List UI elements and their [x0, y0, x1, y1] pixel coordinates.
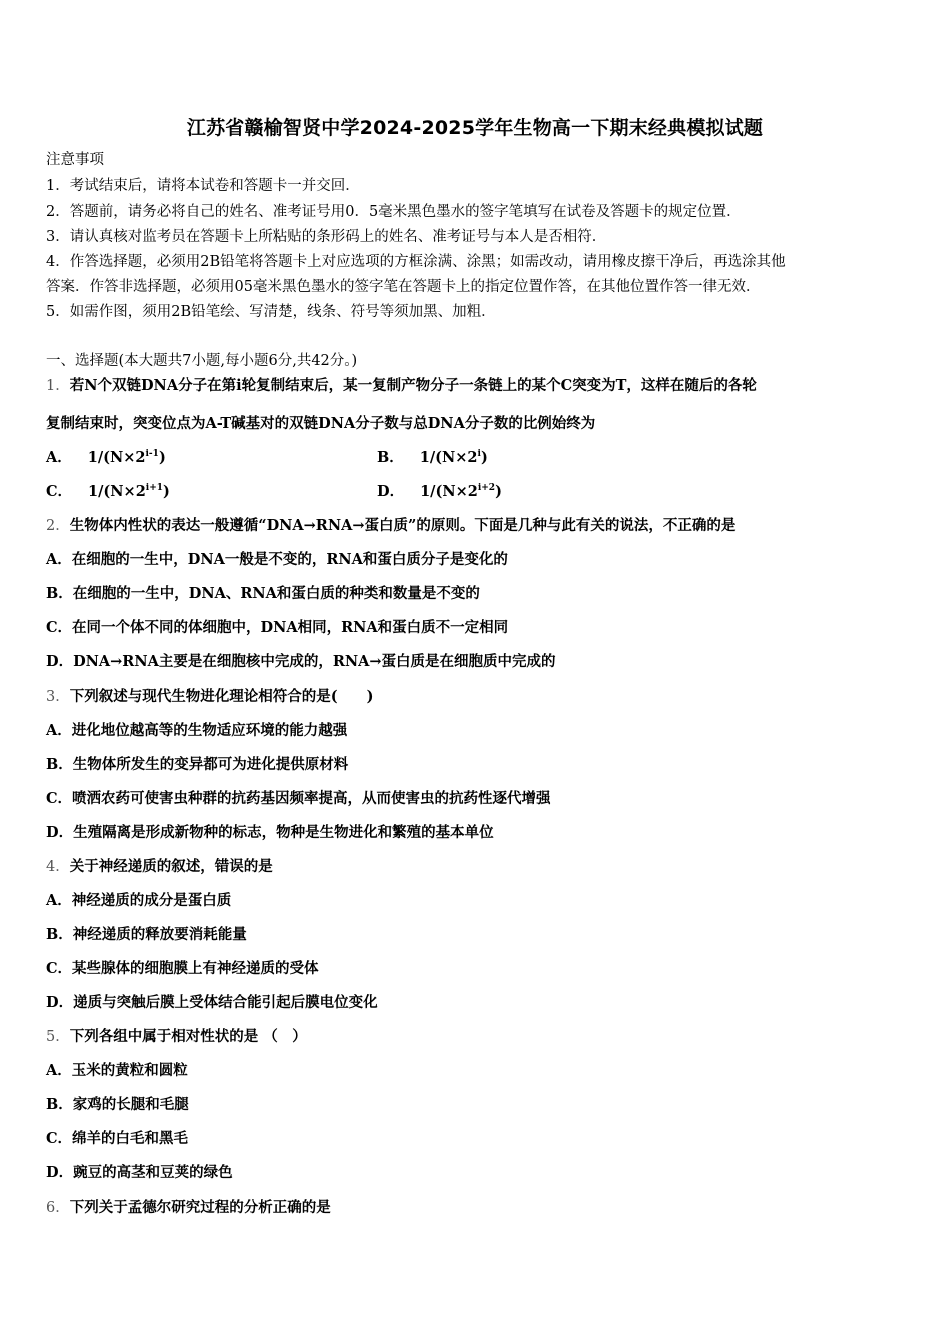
option-text-end: ) [495, 483, 502, 500]
option-text-end: ) [163, 483, 170, 500]
notice-item: 5．如需作图，须用2B铅笔绘、写清楚，线条、符号等须加黑、加粗． [46, 304, 496, 320]
option-text: 1/(N×2 [419, 449, 478, 466]
page-title: 江苏省赣榆智贤中学2024-2025学年生物高一下期末经典模拟试题 [186, 117, 764, 139]
q4-option-c: C．某些腺体的细胞膜上有神经递质的受体 [46, 960, 319, 977]
q2-option-b: B．在细胞的一生中，DNA、RNA和蛋白质的种类和数量是不变的 [46, 585, 480, 602]
question-1-stem-cont: 复制结束时，突变位点为A-T碱基对的双链DNA分子数与总DNA分子数的比例始终为 [46, 415, 596, 432]
question-text: 关于神经递质的叙述，错误的是 [69, 858, 273, 875]
q5-option-b: B．家鸡的长腿和毛腿 [46, 1096, 189, 1113]
q3-option-a: A．进化地位越高等的生物适应环境的能力越强 [46, 722, 348, 739]
option-text-end: ) [158, 449, 166, 466]
option-superscript: i [477, 449, 481, 460]
option-text-end: ) [480, 449, 488, 466]
notice-item: 答案．作答非选择题，必须用05毫米黑色墨水的签字笔在答题卡上的指定位置作答，在其他位置作答一律无效． [46, 279, 761, 295]
question-1-stem [46, 377, 757, 395]
question-number: 3． [46, 689, 70, 705]
notice-item: 4．作答选择题，必须用2B铅笔将答题卡上对应选项的方框涂满、涂黑；如需改动，请用橡皮擦干净后，再选涂其他 [46, 254, 786, 270]
q2-option-c: C．在同一个体不同的体细胞中，DNA相同，RNA和蛋白质不一定相同 [46, 619, 509, 636]
question-text: 下列各组中属于相对性状的是 （ ） [69, 1028, 307, 1045]
option-superscript: i+2 [477, 483, 496, 494]
notice-heading: 注意事项 [46, 152, 104, 168]
question-text: 下列关于孟德尔研究过程的分析正确的是 [69, 1199, 331, 1216]
question-text: 生物体内性状的表达一般遵循“DNA→RNA→蛋白质”的原则。下面是几种与此有关的说法，不正确的是 [69, 517, 736, 534]
question-number: 5． [46, 1029, 70, 1045]
q4-option-a: A．神经递质的成分是蛋白质 [46, 892, 232, 909]
q2-option-d: D．DNA→RNA主要是在细胞核中完成的，RNA→蛋白质是在细胞质中完成的 [46, 653, 556, 670]
q5-option-a: A．玉米的黄粒和圆粒 [46, 1062, 188, 1079]
notice-item: 2．答题前，请务必将自己的姓名、准考证号用0．5毫米黑色墨水的签字笔填写在试卷及答题卡的规定位置． [46, 204, 741, 220]
q3-option-c: C．喷洒农药可使害虫种群的抗药基因频率提高，从而使害虫的抗药性逐代增强 [46, 790, 551, 807]
question-number: 6． [46, 1200, 70, 1216]
notice-item: 1．考试结束后，请将本试卷和答题卡一并交回． [46, 178, 360, 194]
q4-option-b: B．神经递质的释放要消耗能量 [46, 926, 247, 943]
question-6-stem [46, 1199, 331, 1217]
q1-option-d [377, 483, 502, 501]
q1-option-c [46, 483, 170, 501]
q1-option-a [46, 449, 166, 467]
question-5-stem [46, 1028, 307, 1046]
option-text: 1/(N×2 [88, 483, 146, 500]
option-label: A． [46, 449, 72, 466]
q5-option-d: D．豌豆的高茎和豆荚的绿色 [46, 1164, 233, 1181]
question-number: 4． [46, 859, 70, 875]
q1-option-b [377, 449, 488, 467]
q4-option-d: D．递质与突触后膜上受体结合能引起后膜电位变化 [46, 994, 378, 1011]
q3-option-d: D．生殖隔离是形成新物种的标志，物种是生物进化和繁殖的基本单位 [46, 824, 494, 841]
question-text: 下列叙述与现代生物进化理论相符合的是( ) [69, 688, 374, 705]
question-3-stem [46, 688, 373, 706]
question-number: 2． [46, 518, 70, 534]
question-number: 1． [46, 378, 70, 394]
option-superscript: i+1 [145, 483, 164, 494]
option-text: 1/(N×2 [87, 449, 146, 466]
q5-option-c: C．绵羊的白毛和黑毛 [46, 1130, 189, 1147]
notice-item: 3．请认真核对监考员在答题卡上所粘贴的条形码上的姓名、准考证号与本人是否相符． [46, 229, 607, 245]
question-text: 若N个双链DNA分子在第i轮复制结束后，某一复制产物分子一条链上的某个C突变为T，这样在随后的各轮 [69, 377, 757, 394]
section-heading: 一、选择题(本大题共7小题,每小题6分,共42分。) [46, 353, 358, 369]
option-label: B． [377, 449, 404, 466]
option-label: D． [377, 483, 405, 500]
q3-option-b: B．生物体所发生的变异都可为进化提供原材料 [46, 756, 349, 773]
option-text: 1/(N×2 [420, 483, 478, 500]
option-label: C． [46, 483, 73, 500]
question-4-stem [46, 858, 273, 876]
question-2-stem [46, 517, 735, 535]
option-superscript: i-1 [145, 449, 159, 460]
q2-option-a: A．在细胞的一生中，DNA一般是不变的，RNA和蛋白质分子是变化的 [46, 551, 508, 568]
